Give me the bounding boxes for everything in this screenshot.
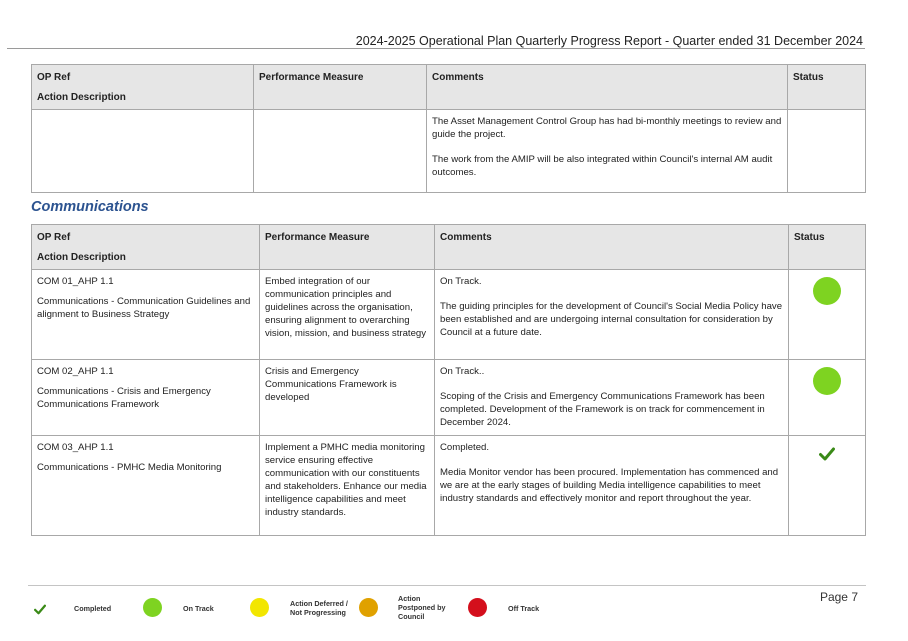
table-row — [32, 270, 866, 360]
comment-detail: Media Monitor vendor has been procured. Implementation has commenced and we are at the early stages of building Media intelligence capabilities to meet industry standards and effectively monitor and report throughout the year. — [440, 467, 779, 504]
performance-measure: Crisis and Emergency Communications Framework is developed — [260, 360, 435, 436]
action-description-label: Action Description — [37, 92, 126, 103]
comments-cell — [435, 360, 789, 436]
op-ref-label: OP Ref — [37, 72, 71, 83]
comment-detail: Scoping of the Crisis and Emergency Communications Framework has been completed. Development of the Framework is on track for commencement in December 2024. — [440, 391, 765, 428]
ref-cell — [32, 270, 260, 360]
header-op-ref — [32, 225, 260, 270]
legend-completed-label: Completed — [74, 604, 112, 613]
on-track-status-icon — [813, 367, 841, 395]
postponed-legend-icon — [359, 598, 378, 617]
on-track-legend-icon — [143, 598, 162, 617]
op-ref: COM 03_AHP 1.1 — [37, 442, 114, 453]
comments-cell — [435, 436, 789, 536]
deferred-legend-icon — [250, 598, 269, 617]
measure-cell — [254, 110, 427, 193]
legend-on-track-label: On Track — [183, 604, 214, 613]
header-status: Status — [789, 225, 866, 270]
table-header-row — [32, 225, 866, 270]
header-comments: Comments — [435, 225, 789, 270]
table-row — [32, 436, 866, 536]
completed-check-icon — [819, 447, 835, 465]
op-ref: COM 02_AHP 1.1 — [37, 366, 114, 377]
table-header-row — [32, 65, 866, 110]
op-ref-label: OP Ref — [37, 232, 71, 243]
page-header — [7, 0, 865, 49]
action-description-label: Action Description — [37, 252, 126, 263]
status-cell — [788, 110, 866, 193]
table-row — [32, 360, 866, 436]
section-title: Communications — [31, 199, 149, 215]
comment-status: On Track. — [440, 276, 482, 287]
performance-measure: Embed integration of our communication principles and guidelines across the organisation, ensuring alignment to overarching vision, mission, and business strategy — [260, 270, 435, 360]
comment-status: On Track.. — [440, 366, 485, 377]
ref-cell — [32, 436, 260, 536]
completed-check-icon — [34, 602, 46, 620]
status-cell — [789, 436, 866, 536]
comment-detail: The guiding principles for the development of Council's Social Media Policy have been established and are undergoing internal consultation for consideration by Council at a future date. — [440, 301, 783, 338]
ref-cell — [32, 110, 254, 193]
action-description: Communications - Crisis and Emergency Communications Framework — [37, 386, 211, 410]
off-track-legend-icon — [468, 598, 487, 617]
legend-deferred-label: Action Deferred / Not Progressing — [290, 599, 348, 617]
performance-measure: Implement a PMHC media monitoring service ensuring effective communication with our constituents and stakeholders. Enhance our media intelligence capabilities and meet industry standards. — [260, 436, 435, 536]
table-row — [32, 110, 866, 193]
comment-paragraph: The Asset Management Control Group has had bi-monthly meetings to review and guide the project. — [432, 116, 782, 140]
header-status: Status — [788, 65, 866, 110]
communications-table — [31, 224, 866, 536]
header-op-ref — [32, 65, 254, 110]
page-number: Page 7 — [819, 590, 858, 604]
status-cell — [789, 270, 866, 360]
comment-paragraph: The work from the AMIP will be also integrated within Council's internal AM audit outcomes. — [432, 154, 773, 178]
legend-footer — [28, 585, 866, 636]
header-performance-measure: Performance Measure — [260, 225, 435, 270]
comment-status: Completed. — [440, 442, 490, 453]
header-comments: Comments — [427, 65, 788, 110]
op-ref: COM 01_AHP 1.1 — [37, 276, 114, 287]
report-title: 2024-2025 Operational Plan Quarterly Progress Report - Quarter ended 31 December 2024 — [355, 34, 863, 48]
comments-cell — [427, 110, 788, 193]
ref-cell — [32, 360, 260, 436]
comments-cell — [435, 270, 789, 360]
action-description: Communications - PMHC Media Monitoring — [37, 462, 222, 473]
legend-postponed-label: Action Postponed by Council — [398, 594, 446, 621]
status-cell — [789, 360, 866, 436]
action-description: Communications - Communication Guidelines and alignment to Business Strategy — [37, 296, 251, 320]
header-performance-measure: Performance Measure — [254, 65, 427, 110]
on-track-status-icon — [813, 277, 841, 305]
legend-off-track-label: Off Track — [508, 604, 540, 613]
continued-table — [31, 64, 866, 193]
